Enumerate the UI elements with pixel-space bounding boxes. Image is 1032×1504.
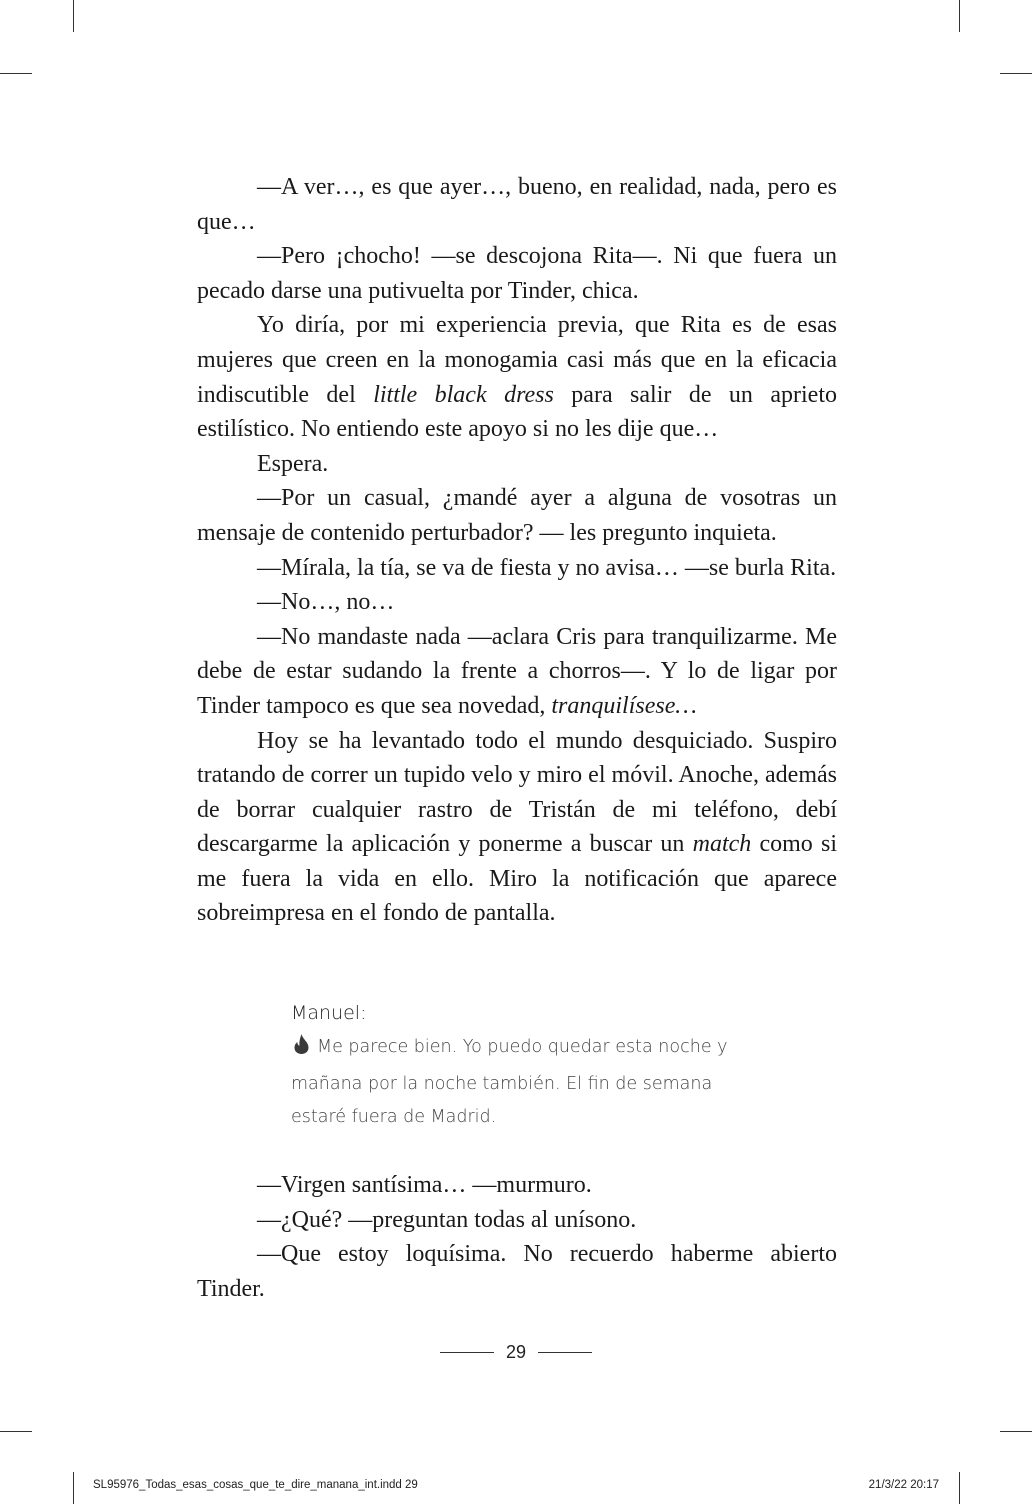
paragraph-8: —No mandaste nada —aclara Cris para tranquilizarme. Me debe de estar sudando la frente a chorros—. Y lo de ligar por Tinder tampoco es que sea novedad, tranquilísese… (197, 623, 837, 719)
page-number-rule-left (440, 1352, 494, 1353)
page-number-rule-right (538, 1352, 592, 1353)
paragraph-10: —Virgen santísima… —murmuro. (257, 1172, 592, 1198)
paragraph-6: —Mírala, la tía, se va de fiesta y no avisa… —se burla Rita. (257, 554, 837, 581)
slug-date: 21/3/22 20:17 (868, 1479, 939, 1491)
crop-mark-top-left (73, 0, 74, 32)
italic-phrase: tranquilísese… (551, 692, 697, 719)
page-number-footer (440, 1338, 592, 1366)
body-text-bottom (197, 1168, 837, 1306)
message-text: Me parece bien. Yo puedo quedar esta noche y mañana por la noche también. El fin de semana estaré fuera de Madrid. (291, 1037, 728, 1127)
paragraph-7: —No…, no… (257, 589, 395, 616)
crop-mark-top-right (959, 0, 960, 32)
tinder-notification (291, 998, 751, 1135)
flame-icon (291, 1033, 312, 1068)
crop-mark-bottom-right (959, 1472, 960, 1504)
paragraph-12: —Que estoy loquísima. No recuerdo haberme abierto Tinder. (197, 1241, 837, 1302)
crop-mark-top-left-h (0, 73, 32, 74)
italic-phrase: match (692, 831, 752, 858)
paragraph-5: —Por un casual, ¿mandé ayer a alguna de vosotras un mensaje de contenido perturbador? — les pregunto inquieta. (197, 485, 837, 546)
paragraph-2: —Pero ¡chocho! —se descojona Rita—. Ni que fuera un pecado darse una putivuelta por Tinder, chica. (197, 243, 837, 304)
paragraph-11: —¿Qué? —preguntan todas al unísono. (257, 1206, 637, 1233)
crop-mark-bottom-left-h (0, 1431, 32, 1432)
crop-mark-bottom-right-h (1000, 1431, 1032, 1432)
paragraph-9: Hoy se ha levantado todo el mundo desquiciado. Suspiro tratando de correr un tupido velo y miro el móvil. Anoche, además de borrar cualquier rastro de Tristán de mi teléfono, debí descargarme la aplicación y ponerme a buscar un match como si me fuera la vida en ello. Miro la notificación que aparece sobreimpresa en el fondo de pantalla. (197, 727, 837, 927)
body-text-top (197, 170, 837, 931)
message-body (291, 1031, 751, 1135)
paragraph-1: —A ver…, es que ayer…, bueno, en realidad, nada, pero es que… (197, 174, 837, 235)
crop-mark-top-right-h (1000, 73, 1032, 74)
message-sender: Manuel: (291, 1002, 367, 1024)
paragraph-4: Espera. (257, 450, 329, 477)
page-number: 29 (505, 1341, 527, 1362)
paragraph-3: Yo diría, por mi experiencia previa, que Rita es de esas mujeres que creen en la monogamia casi más que en la eficacia indiscutible del little black dress para salir de un aprieto estilístico. No entiendo este apoyo si no les dije que… (197, 312, 838, 443)
crop-mark-bottom-left (73, 1472, 74, 1504)
italic-phrase: little black dress (373, 381, 554, 408)
slug-file-info: SL95976_Todas_esas_cosas_que_te_dire_manana_int.indd 29 (93, 1479, 418, 1491)
